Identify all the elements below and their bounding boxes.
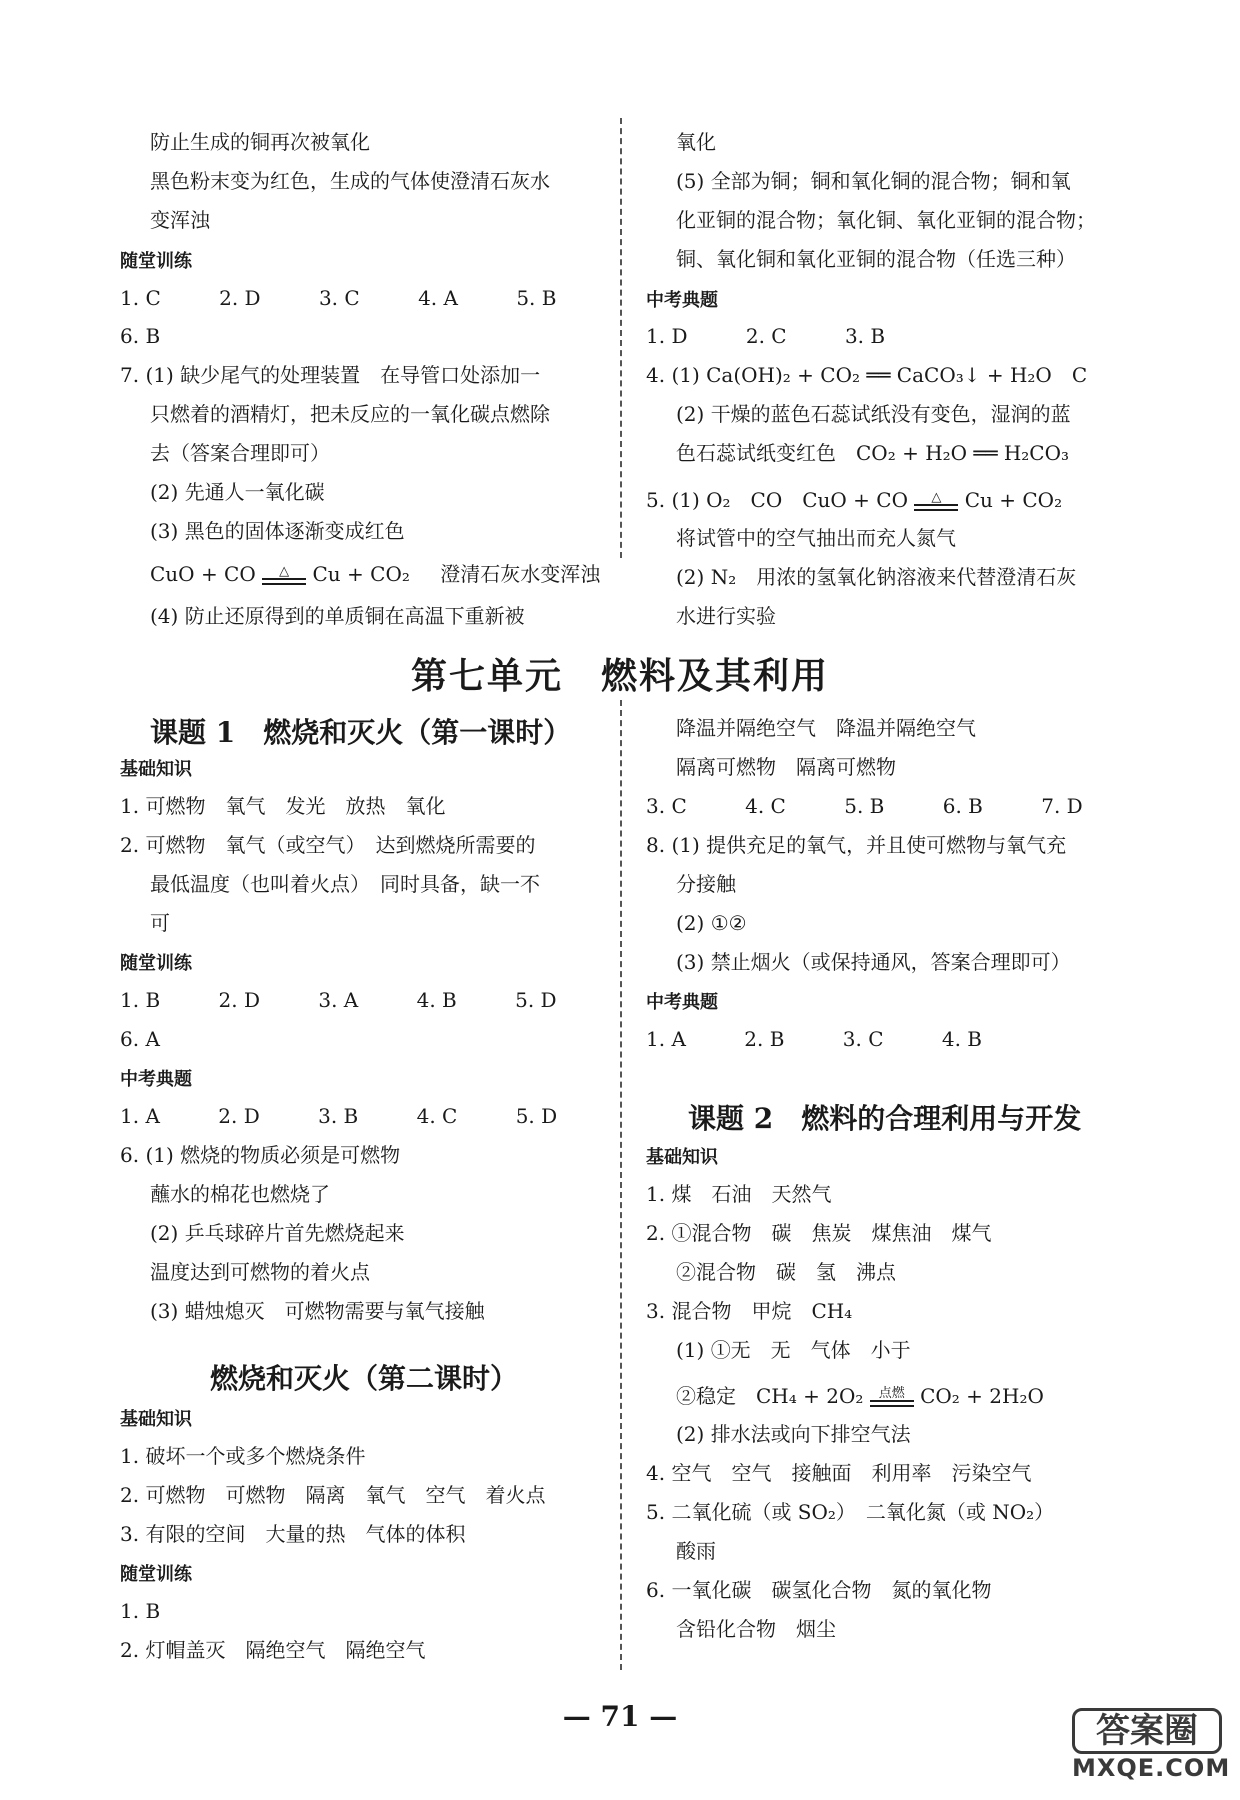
answer: 1. C	[120, 286, 161, 310]
text-line: 6. 一氧化碳 碳氢化合物 氮的氧化物	[646, 1578, 992, 1602]
equation-left: 5. (1) O₂ CO CuO + CO	[646, 488, 908, 512]
text-line: 可	[150, 911, 170, 935]
text-line: 2. 可燃物 氧气（或空气） 达到燃烧所需要的	[120, 833, 536, 857]
answer: 1. A	[120, 1104, 160, 1128]
equation-right: Cu + CO₂	[312, 562, 410, 586]
text-line: (2) ①②	[676, 911, 747, 935]
watermark-logo	[1072, 1708, 1231, 1788]
equation-right: CO₂ + 2H₂O	[920, 1384, 1044, 1408]
text-line: 降温并隔绝空气 降温并隔绝空气	[676, 716, 976, 740]
section-heading: 中考典题	[646, 290, 718, 311]
text-line: ②混合物 碳 氢 沸点	[676, 1260, 896, 1284]
answer: 2. D	[218, 1104, 260, 1128]
text-line: 蘸水的棉花也燃烧了	[150, 1182, 330, 1206]
answer: 4. A	[418, 286, 458, 310]
answer-row	[646, 1025, 1034, 1053]
equation-line	[676, 1382, 1044, 1410]
equation-right: Cu + CO₂	[964, 488, 1063, 512]
text-line: 色石蕊试纸变红色 CO₂ + H₂O ══ H₂CO₃	[676, 441, 1070, 465]
watermark-bottom: MXQE.COM	[1072, 1754, 1231, 1782]
answer: 3. A	[318, 988, 359, 1012]
text-line: 3. 有限的空间 大量的热 气体的体积	[120, 1522, 466, 1546]
text-line: 黑色粉末变为红色，生成的气体使澄清石灰水	[150, 169, 550, 193]
answer-row	[120, 284, 608, 312]
answer: 5. B	[844, 794, 885, 818]
text-line: 5. 二氧化硫（或 SO₂） 二氧化氮（或 NO₂）	[646, 1500, 1055, 1524]
column-divider-bottom	[620, 700, 622, 1670]
answer: 2. D	[219, 286, 261, 310]
column-divider-top	[620, 118, 622, 558]
text-line: 6. (1) 燃烧的物质必须是可燃物	[120, 1143, 401, 1167]
text-line: 温度达到可燃物的着火点	[150, 1260, 370, 1284]
answer: 4. C	[745, 794, 786, 818]
lesson-title: 课题 2 燃料的合理利用与开发	[688, 1102, 1082, 1135]
text-line: 化亚铜的混合物；氧化铜、氧化亚铜的混合物；	[676, 208, 1096, 232]
answer-row: 1. B	[120, 1599, 161, 1623]
answer: 5. D	[515, 1104, 558, 1128]
answer: 2. B	[744, 1027, 785, 1051]
reaction-sign: 点燃	[870, 1388, 914, 1407]
text-line: 铜、氧化铜和氧化亚铜的混合物（任选三种）	[676, 247, 1076, 271]
text-line: (1) ①无 无 气体 小于	[676, 1338, 911, 1362]
equation-left: ②稳定 CH₄ + 2O₂	[676, 1384, 864, 1408]
text-line: 含铅化合物 烟尘	[676, 1617, 836, 1641]
text-line: 1. 煤 石油 天然气	[646, 1182, 832, 1206]
text-line: 酸雨	[676, 1539, 716, 1563]
text-line: (3) 蜡烛熄灭 可燃物需要与氧气接触	[150, 1299, 485, 1323]
text-line: 2. ①混合物 碳 焦炭 煤焦油 煤气	[646, 1221, 992, 1245]
text-line: (3) 黑色的固体逐渐变成红色	[150, 519, 405, 543]
text-line: 分接触	[676, 872, 736, 896]
answer: 7. D	[1041, 794, 1083, 818]
answer: 4. B	[416, 988, 457, 1012]
equation-line	[646, 486, 1062, 514]
text-line: 去（答案合理即可）	[150, 441, 330, 465]
answer: 4. B	[941, 1027, 982, 1051]
text-line: 氧化	[676, 130, 716, 154]
answer: 3. C	[318, 286, 360, 310]
answer: 3. B	[844, 324, 886, 348]
text-line: 4. 空气 空气 接触面 利用率 污染空气	[646, 1461, 1032, 1485]
reaction-sign: △	[262, 566, 306, 585]
text-line: (2) 干燥的蓝色石蕊试纸没有变色，湿润的蓝	[676, 402, 1071, 426]
section-heading: 基础知识	[646, 1147, 718, 1168]
text-line: 变浑浊	[150, 208, 210, 232]
text-line: 水进行实验	[676, 604, 776, 628]
answer: 2. C	[745, 324, 787, 348]
answer-row	[646, 792, 1135, 820]
page-number: — 71 —	[562, 1700, 678, 1733]
text-line: 将试管中的空气抽出而充人氮气	[676, 526, 956, 550]
section-heading: 随堂训练	[120, 1564, 192, 1585]
answer-row: 6. A	[120, 1027, 160, 1051]
text-line: (2) 乒乓球碎片首先燃烧起来	[150, 1221, 405, 1245]
answer-row: 6. B	[120, 324, 161, 348]
answer: 1. D	[646, 324, 688, 348]
text-line: (3) 禁止烟火（或保持通风，答案合理即可）	[676, 950, 1071, 974]
text-line: 2. 灯帽盖灭 隔绝空气 隔绝空气	[120, 1638, 426, 1662]
answer: 1. B	[120, 988, 161, 1012]
section-heading: 中考典题	[646, 992, 718, 1013]
text-line: (2) 先通人一氧化碳	[150, 480, 325, 504]
text-line: 3. 混合物 甲烷 CH₄	[646, 1299, 853, 1323]
text-line: (4) 防止还原得到的单质铜在高温下重新被	[150, 604, 525, 628]
text-line: 7. (1) 缺少尾气的处理装置 在导管口处添加一	[120, 363, 541, 387]
text-line: (2) 排水法或向下排空气法	[676, 1422, 911, 1446]
reaction-sign: △	[914, 492, 958, 511]
answer: 5. D	[515, 988, 557, 1012]
answer: 5. B	[516, 286, 557, 310]
text-line: (5) 全部为铜；铜和氧化铜的混合物；铜和氧	[676, 169, 1071, 193]
answer: 6. B	[942, 794, 983, 818]
answer: 1. A	[646, 1027, 686, 1051]
text-line: 4. (1) Ca(OH)₂ + CO₂ ══ CaCO₃↓ + H₂O C	[646, 363, 1088, 387]
text-line: 防止生成的铜再次被氧化	[150, 130, 370, 154]
lesson-title: 燃烧和灭火（第二课时）	[210, 1362, 519, 1395]
section-heading: 基础知识	[120, 759, 192, 780]
text-line: 1. 可燃物 氧气 发光 放热 氧化	[120, 794, 446, 818]
equation-note: 澄清石灰水变浑浊	[440, 562, 601, 586]
text-line: 2. 可燃物 可燃物 隔离 氧气 空气 着火点	[120, 1483, 546, 1507]
answer-row	[646, 322, 937, 350]
answer: 3. C	[842, 1027, 884, 1051]
unit-title: 第七单元 燃料及其利用	[410, 655, 829, 697]
lesson-title: 课题 1 燃烧和灭火（第一课时）	[150, 716, 572, 749]
answer: 3. B	[318, 1104, 359, 1128]
answer: 4. C	[416, 1104, 458, 1128]
text-line: (2) N₂ 用浓的氢氧化钠溶液来代替澄清石灰	[676, 565, 1077, 589]
text-line: 8. (1) 提供充足的氧气，并且使可燃物与氧气充	[646, 833, 1067, 857]
equation-line	[150, 560, 600, 588]
text-line: 最低温度（也叫着火点） 同时具备，缺一不	[150, 872, 540, 896]
equation-left: CuO + CO	[150, 562, 256, 586]
section-heading: 基础知识	[120, 1409, 192, 1430]
text-line: 1. 破坏一个或多个燃烧条件	[120, 1444, 366, 1468]
watermark-top: 答案圈	[1072, 1708, 1222, 1754]
section-heading: 随堂训练	[120, 953, 192, 974]
answer: 2. D	[218, 988, 260, 1012]
text-line: 隔离可燃物 隔离可燃物	[676, 755, 896, 779]
answer-row	[120, 1102, 609, 1130]
section-heading: 随堂训练	[120, 251, 192, 272]
text-line: 只燃着的酒精灯，把未反应的一氧化碳点燃除	[150, 402, 550, 426]
answer: 3. C	[646, 794, 687, 818]
section-heading: 中考典题	[120, 1069, 192, 1090]
answer-row	[120, 986, 609, 1014]
